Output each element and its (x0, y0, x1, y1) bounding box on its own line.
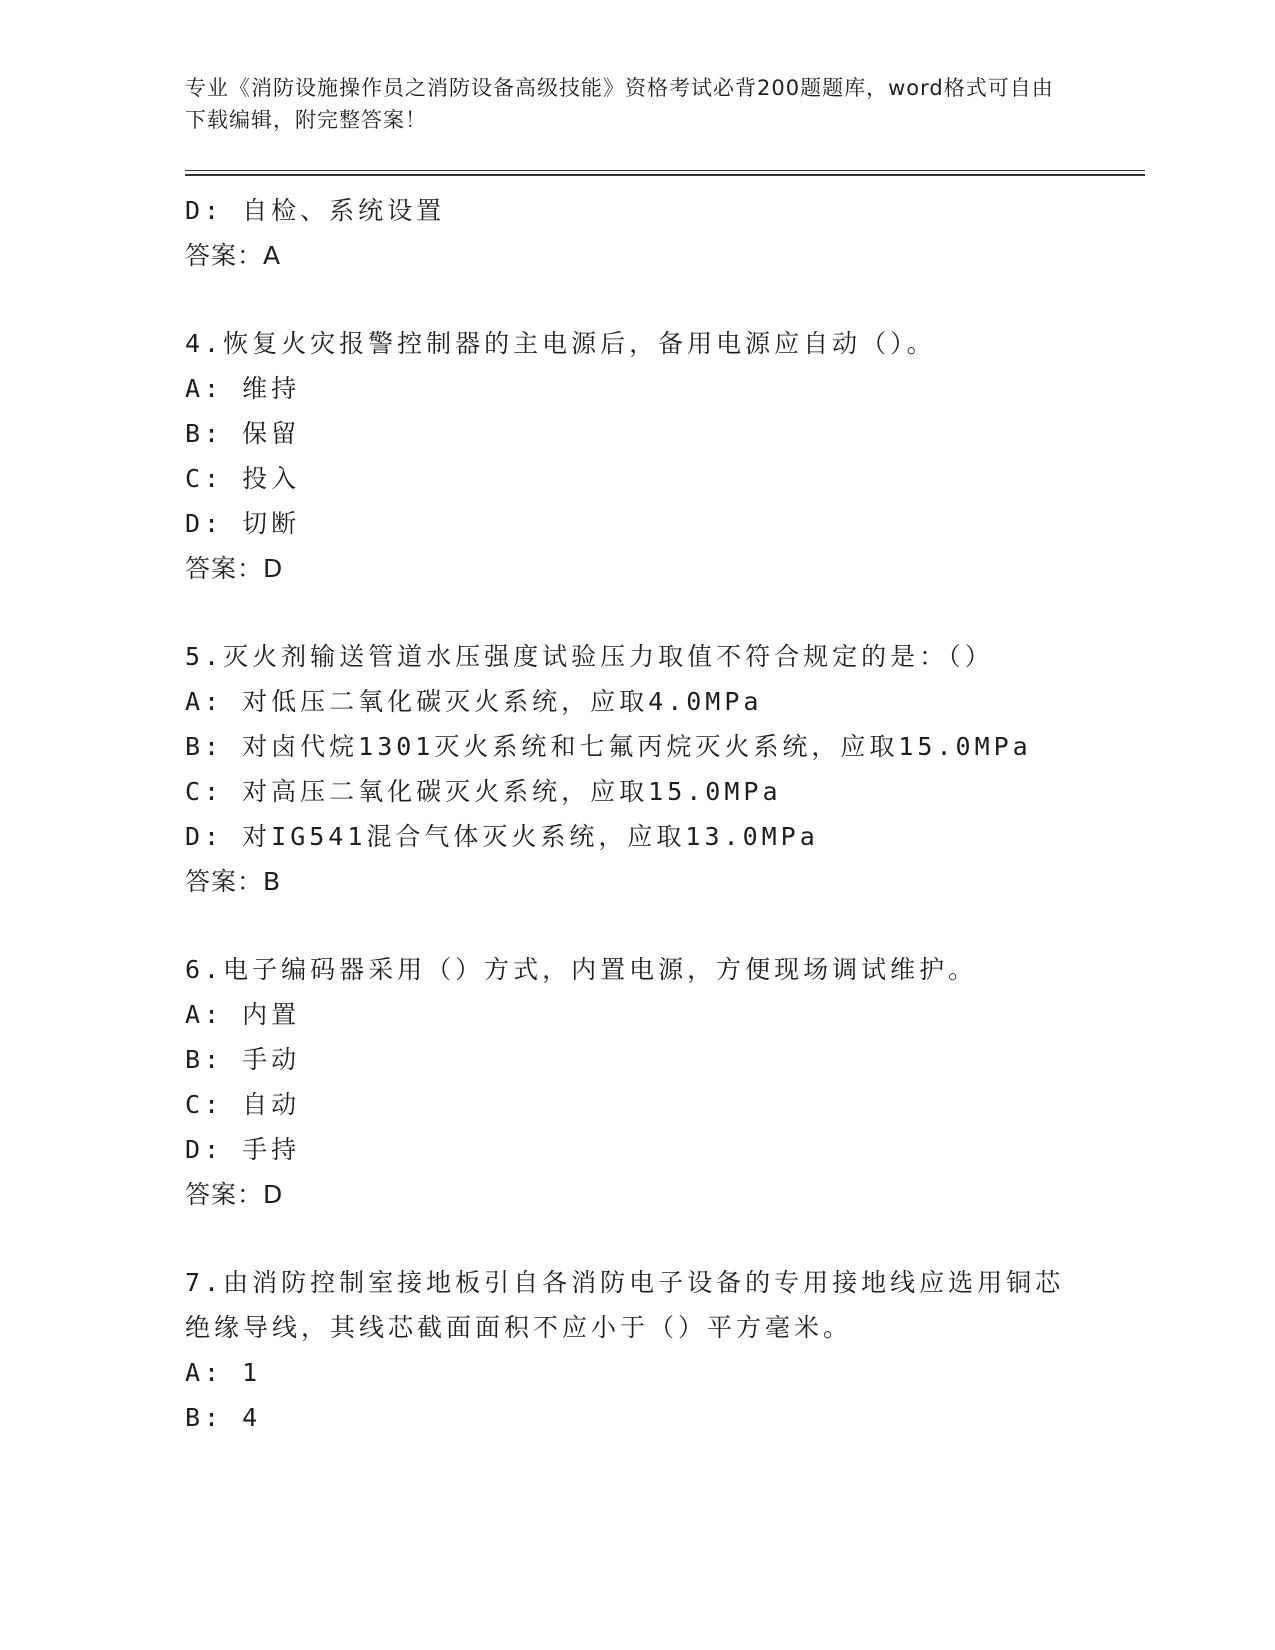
question-5 (185, 634, 1085, 904)
question-stem: 7.由消防控制室接地板引自各消防电子设备的专用接地线应选用铜芯绝缘导线，其线芯截面面积不应小于（）平方毫米。 (185, 1268, 1065, 1342)
option-b: B: 手动 (185, 1045, 301, 1074)
answer-line: 答案：B (185, 867, 282, 896)
option-a: A: 1 (185, 1358, 262, 1387)
header-divider-thin (185, 170, 1145, 171)
option-b: B: 保留 (185, 419, 301, 448)
question-stem: 6.电子编码器采用（）方式，内置电源，方便现场调试维护。 (185, 955, 978, 984)
answer-line: 答案：D (185, 1180, 284, 1209)
question-list (185, 188, 1085, 1440)
option-a: A: 对低压二氧化碳灭火系统，应取4.0MPa (185, 687, 763, 716)
answer-line: 答案：A (185, 241, 282, 270)
header-divider-thick (185, 174, 1145, 176)
question-stem: 5.灭火剂输送管道水压强度试验压力取值不符合规定的是：（） (185, 642, 994, 671)
question-7 (185, 1260, 1085, 1440)
document-header: 专业《消防设施操作员之消防设备高级技能》资格考试必背200题题库，word格式可自由下载编辑，附完整答案！ (185, 76, 1054, 132)
option-b: B: 对卤代烷1301灭火系统和七氟丙烷灭火系统，应取15.0MPa (185, 732, 1032, 761)
option-c: C: 自动 (185, 1090, 301, 1119)
option-d: D: 手持 (185, 1135, 301, 1164)
option-b: B: 4 (185, 1403, 262, 1432)
option-a: A: 内置 (185, 1000, 301, 1029)
question-4 (185, 321, 1085, 591)
option-a: A: 维持 (185, 374, 301, 403)
option-d: D: 对IG541混合气体灭火系统，应取13.0MPa (185, 822, 819, 851)
option-d: D: 自检、系统设置 (185, 196, 446, 225)
option-c: C: 对高压二氧化碳灭火系统，应取15.0MPa (185, 777, 782, 806)
option-d: D: 切断 (185, 509, 301, 538)
option-c: C: 投入 (185, 464, 301, 493)
question-stem: 4.恢复火灾报警控制器的主电源后，备用电源应自动（）。 (185, 329, 936, 358)
answer-line: 答案：D (185, 554, 284, 583)
question-6 (185, 947, 1085, 1217)
